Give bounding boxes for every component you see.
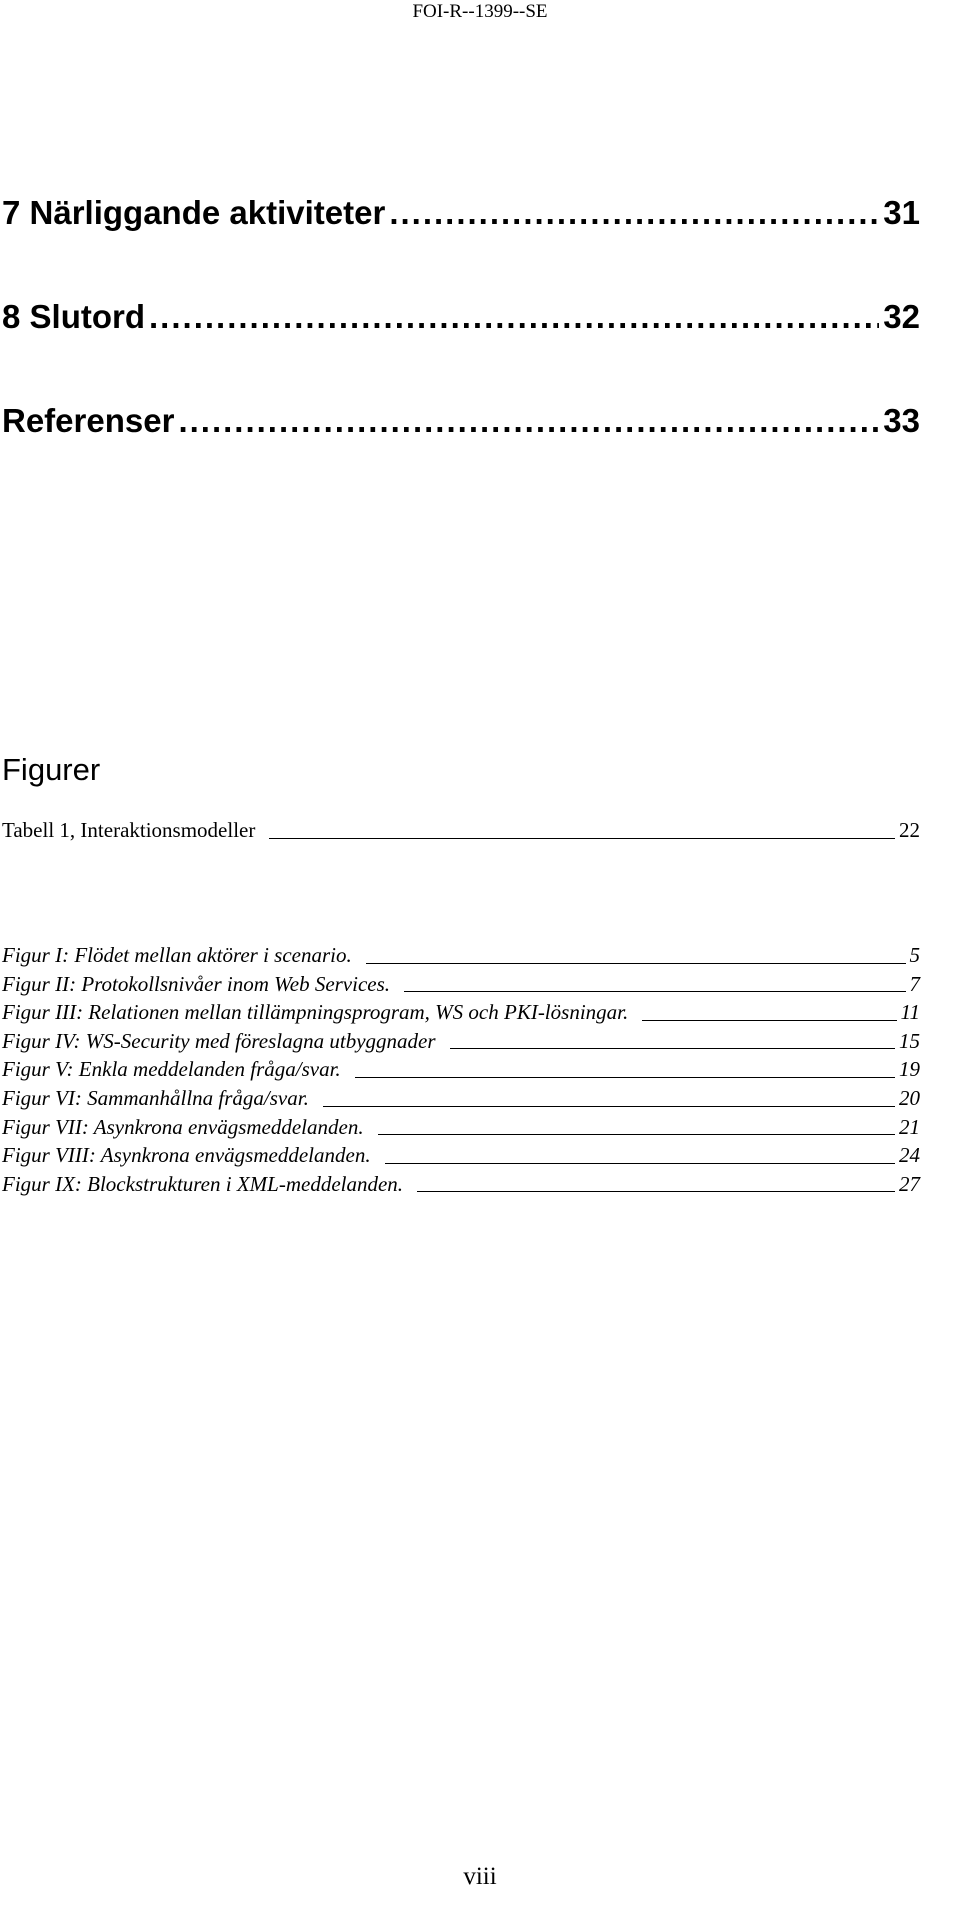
toc-entry-page: 31: [883, 194, 920, 231]
dot-leader: [149, 297, 879, 337]
figure-list-item[interactable]: [2, 1141, 920, 1170]
line-leader: [366, 962, 906, 964]
figure-list-page: 15: [899, 1028, 920, 1053]
line-leader: [323, 1105, 895, 1107]
figure-list-page: 19: [899, 1057, 920, 1082]
toc-entry-slutord[interactable]: [2, 297, 920, 401]
figure-list-label: Figur I: Flödet mellan aktörer i scenario.: [2, 943, 352, 967]
figure-list-item[interactable]: [2, 941, 920, 970]
figure-list-page: 24: [899, 1143, 920, 1168]
table-list-page: 22: [899, 818, 920, 842]
dot-leader: [389, 193, 879, 233]
line-leader: [355, 1076, 895, 1078]
line-leader: [385, 1162, 895, 1164]
page-number: viii: [463, 1863, 497, 1890]
figure-list-item[interactable]: [2, 1027, 920, 1056]
toc-entry-page: 33: [883, 402, 920, 439]
figure-list-label: Figur VII: Asynkrona envägsmeddelanden.: [2, 1114, 364, 1139]
toc-entry-label: 7 Närliggande aktiviteter: [2, 194, 386, 231]
document-id-header: FOI-R--1399--SE: [412, 1, 548, 22]
line-leader: [269, 837, 895, 839]
toc-entry-narliggande-aktiviteter[interactable]: [2, 193, 920, 297]
figure-list-page: 21: [899, 1114, 920, 1139]
toc-entry-label: 8 Slutord: [2, 298, 146, 335]
table-list-label: Tabell 1, Interaktionsmodeller: [2, 818, 256, 842]
figure-list-label: Figur VIII: Asynkrona envägsmeddelanden.: [2, 1143, 371, 1168]
line-leader: [450, 1047, 895, 1049]
figure-list-label: Figur V: Enkla meddelanden fråga/svar.: [2, 1057, 341, 1082]
figure-list-item[interactable]: [2, 1113, 920, 1142]
figure-list-label: Figur VI: Sammanhållna fråga/svar.: [2, 1085, 309, 1110]
line-leader: [404, 990, 905, 992]
table-list-item[interactable]: [2, 816, 920, 845]
line-leader: [642, 1019, 896, 1021]
figure-list-label: Figur II: Protokollsnivåer inom Web Services.: [2, 971, 391, 996]
figure-list-item[interactable]: [2, 1170, 920, 1199]
figure-list-label: Figur III: Relationen mellan tillämpningsprogram, WS och PKI-lösningar.: [2, 1000, 629, 1025]
table-of-contents: [2, 193, 920, 505]
line-leader: [417, 1190, 895, 1192]
figure-list-label: Figur IX: Blockstrukturen i XML-meddelanden.: [2, 1171, 404, 1196]
toc-entry-page: 32: [883, 298, 920, 335]
figure-list: [2, 941, 920, 1198]
toc-entry-label: Referenser: [2, 402, 175, 439]
figure-list-item[interactable]: [2, 1055, 920, 1084]
figure-list-page: 27: [899, 1171, 920, 1196]
dot-leader: [178, 401, 879, 441]
table-list: [2, 816, 920, 845]
figure-list-item[interactable]: [2, 998, 920, 1027]
figure-list-page: 11: [900, 1000, 920, 1025]
figure-list-page: 20: [899, 1085, 920, 1110]
figure-list-item[interactable]: [2, 970, 920, 999]
figure-list-page: 5: [909, 943, 920, 967]
figure-list-item[interactable]: [2, 1084, 920, 1113]
toc-entry-referenser[interactable]: [2, 401, 920, 505]
figure-list-page: 7: [909, 971, 920, 996]
figure-list-label: Figur IV: WS-Security med föreslagna utbyggnader: [2, 1028, 436, 1053]
line-leader: [378, 1133, 895, 1135]
figures-heading: Figurer: [2, 752, 101, 787]
